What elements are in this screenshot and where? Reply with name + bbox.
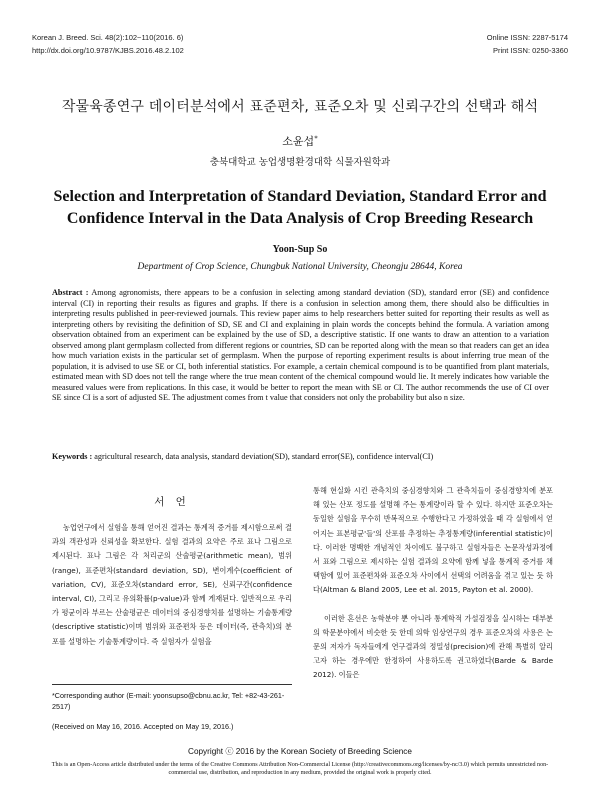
intro-paragraph: 농업연구에서 실험을 통해 얻어진 결과는 통계적 증거를 제시함으로써 결과의 객관성과 신뢰성을 확보한다. 실험 결과의 요약은 주로 표나 그림으로 제시된다. 표나 그림은 각 처리군의 산술평균(arithmetic mean), 범위(range), 표준편차(standard deviation, SD), 변이계수(coefficient of variation, CV), 표준오차(standard error, SE), 신뢰구간(confidence interval, CI), 그리고 유의확률(p-value)과 함께 게재된다. 일반적으로 우리가 평균이라 부르는 산술평균은 데이터의 중심경향치를 설명하는 기술통계량(descriptive statistic)이며 범위와 표준편차 등은 데이터(즉, 관측치)의 분포를 설명하는 기술통계량이다. 즉 실험자가 실험을 bbox=[52, 523, 292, 646]
right-column bbox=[313, 484, 553, 683]
english-title bbox=[40, 186, 560, 230]
korean-affiliation: 충북대학교 농업생명환경대학 식물자원학과 bbox=[209, 157, 391, 168]
received-date: (Received on May 16, 2016. Accepted on May 19, 2016.) bbox=[52, 722, 234, 731]
abstract-text: Among agronomists, there appears to be a confusion in selecting among standard deviation (SD), standard error (SE) and confidence interval (CI) in reporting their results as figures and graphs. If there is a confusion in selection among them, there should also be difficulties in interpreting results published in peer-reviewed journals. This review paper aims to help researchers better suited for reporting their results as well as interpreting others by revisiting the definition of SD, SE and CI and explaining in plain words the concepts behind the formula. A variation among observation obtained from an experiment can be explained by the use of SD, a descriptive statistic. If one wants to draw an attention to a variation observed among plant germplasm collected from different regions or countries, SD can be reported along with the mean so that readers can get an idea how much variation exists in the particular set of germplasm. When the purpose of reporting experiment results is about inferring true mean of the population, it is advised to use SE or CI, both inferential statistics. For example, a certain chemical compound is to be quantified from plant materials, estimated mean with SD does not tell the range where the true mean content of the chemical compound would lie. It merely indicates how variable the measured values were from replications. In this case, it would be better to report the mean with SE or CI. The author recommends the use of CI over SE since CI is a sort of adjusted SE. The adjustment comes from t value that considers not only the probability but also n size. bbox=[52, 288, 549, 402]
footnote-rule bbox=[52, 684, 292, 685]
keywords-text: agricultural research, data analysis, standard deviation(SD), standard error(SE), confidence interval(CI) bbox=[94, 452, 434, 461]
journal-citation: Korean J. Breed. Sci. 48(2):102~110(2016. 6) bbox=[32, 33, 184, 42]
section-title: 서 언 bbox=[154, 496, 190, 508]
journal-header bbox=[32, 31, 184, 57]
english-title-line1: Selection and Interpretation of Standard Deviation, Standard Error and bbox=[53, 188, 547, 205]
english-title-line2: Confidence Interval in the Data Analysis of Crop Breeding Research bbox=[66, 210, 534, 227]
issn-header bbox=[487, 31, 568, 57]
english-affiliation: Department of Crop Science, Chungbuk National University, Cheongju 28644, Korea bbox=[137, 262, 463, 272]
corresponding-mark: * bbox=[314, 134, 318, 143]
corresponding-author: *Corresponding author (E-mail: yoonsupso@cbnu.ac.kr, Tel: +82-43-261-2517) bbox=[52, 691, 285, 711]
intro-paragraph-continued: 통해 현실화 시킨 관측치의 중심경향치와 그 관측치들이 중심경향치에 분포해 있는 산포 정도를 설명해 주는 통계량이라 할 수 있다. 하지만 표준오차는 동일한 실험을 무수히 반복적으로 수행한다고 가정하였을 때 각 실험에서 얻어지는 표본평균'들'의 산포를 추정하는 추정통계량(inferential statistic)이다. 이러한 명백한 개념적인 차이에도 불구하고 실험자들은 논문작성과정에서 표와 그림으로 제시하는 실험 결과의 요약에 함께 넣을 통계적 증거를 채택함에 있어 표준편차와 표준오차 사이에서 선택의 어려움을 겪고 있는 듯 하다(Altman & Bland 2005, Lee et al. 2015, Payton et al. 2000). bbox=[313, 486, 553, 595]
doi-link[interactable]: http://dx.doi.org/10.9787/KJBS.2016.48.2.102 bbox=[32, 46, 184, 55]
license-text: This is an Open-Access article distributed under the terms of the Creative Commons Attribution Non-Commercial License (http://creativecommons.org/licenses/by-nc/3.0) which permits unrestricted non-commercial use, distribution, and reproduction in any medium, provided the original work is properly cited. bbox=[51, 762, 549, 776]
korean-author-name: 소윤섭 bbox=[282, 135, 315, 148]
keywords-label: Keywords : bbox=[52, 452, 93, 461]
print-issn: Print ISSN: 0250-3360 bbox=[492, 46, 568, 55]
keywords bbox=[52, 452, 549, 463]
copyright: Copyright ⓒ 2016 by the Korean Society of Breeding Science bbox=[188, 747, 412, 756]
footnote bbox=[52, 684, 292, 733]
online-issn: Online ISSN: 2287-5174 bbox=[486, 33, 568, 42]
abstract bbox=[52, 288, 549, 404]
korean-title: 작물육종연구 데이터분석에서 표준편차, 표준오차 및 신뢰구간의 선택과 해석 bbox=[61, 99, 539, 115]
english-author: Yoon-Sup So bbox=[272, 244, 328, 255]
abstract-label: Abstract : bbox=[52, 288, 89, 297]
left-column bbox=[52, 484, 292, 649]
intro-paragraph-2: 이러한 혼선은 농학분야 뿐 아니라 통계학적 가설검정을 실시하는 대부분의 학문분야에서 비슷한 듯 한데 의학 임상연구의 경우 표준오차의 사용은 논문의 저자가 독자들에게 연구결과의 정밀성(precision)에 관해 특별히 알리고자 하는 경우에만 한정하여 사용하도록 권고하였다(Barde & Barde 2012). 이들은 bbox=[313, 613, 553, 680]
korean-author bbox=[0, 133, 600, 149]
